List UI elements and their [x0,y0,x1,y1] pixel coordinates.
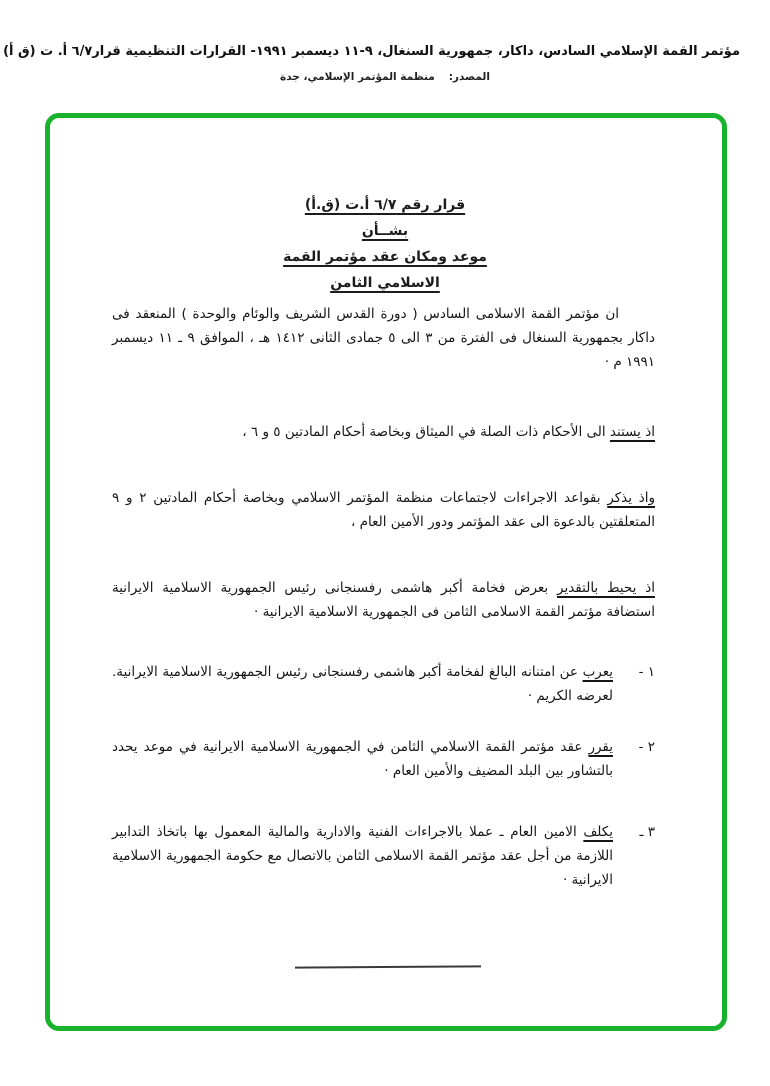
preamble-3-text: بقواعد الاجراءات لاجتماعات منظمة المؤتمر الاسلامي وبخاصة أحكام المادتين ٢ و ٩ المتعلقتين بالدعوة الى عقد المؤتمر ودور الأمين العام ، [112,490,655,530]
preamble-1-text: ان مؤتمر القمة الاسلامى السادس ( دورة القدس الشريف والوئام والوحدة ) المنعقد فى داكار بجمهورية السنغال فى الفترة من ٣ الى ٥ جمادى الثانى ١٤١٢ هـ ، الموافق ٩ ـ ١١ ديسمبر ١٩٩١ م · [112,306,655,370]
title-line-3 [100,244,670,270]
item-1-body [112,660,613,708]
title-line-3-text: موعد ومكان عقد مؤتمر القمة [283,249,487,265]
item-2-body [112,735,613,783]
preamble-paragraph-2 [112,420,655,444]
title-line-1-text: قرار رقم ٦/٧ أ.ت (ق.أ) [304,197,466,213]
resolution-title-block [100,192,670,296]
title-line-2 [100,218,670,244]
preamble-paragraph-3 [112,486,655,534]
preamble-4-lead: اذ يحيط بالتقدير [557,580,655,596]
source-line [0,71,770,83]
preamble-paragraph-1 [112,302,655,374]
item-3-text: الامين العام ـ عملا بالاجراءات الفنية والادارية والمالية المعمول بها باتخاذ التدابير اللازمة من أجل عقد مؤتمر القمة الاسلامى الثامن بالاتصال مع حكومة الجمهورية الاسلامية الايرانية · [112,824,613,888]
preamble-4-text: بعرض فخامة أكبر هاشمى رفسنجانى رئيس الجمهورية الاسلامية الايرانية استضافة مؤتمر القمة الاسلامى الثامن فى الجمهورية الاسلامية الايرانية · [112,580,655,620]
preamble-paragraph-4 [112,576,655,624]
preamble-2-text: الى الأحكام ذات الصلة في الميثاق وبخاصة أحكام المادتين ٥ و ٦ ، [242,424,610,440]
item-1-text: عن امتنانه البالغ لفخامة أكبر هاشمى رفسنجانى رئيس الجمهورية الاسلامية الايرانية. لعرضه الكريم · [112,664,613,704]
operative-item-2 [112,735,655,783]
preamble-3-lead: واذ يذكر [607,490,656,506]
source-value: منظمة المؤتمر الإسلامي، جدة [280,71,435,83]
document-reference-header: مؤتمر القمة الإسلامي السادس، داكار، جمهورية السنغال، ٩-١١ ديسمبر ١٩٩١- القرارات التنظيمية قرار٦/٧ أ. ت (ق أ) [3,44,740,59]
preamble-2-lead: اذ يستند [609,424,655,440]
item-2-text: عقد مؤتمر القمة الاسلامي الثامن في الجمهورية الاسلامية الايرانية في موعد يحدد بالتشاور بين البلد المضيف والأمين العام · [112,739,613,779]
item-3-lead: يكلف [583,824,613,840]
item-2-lead: يقرر [588,739,613,755]
title-line-1 [100,192,670,218]
item-3-number: ٣ ـ [639,824,655,840]
item-1-lead: يعرب [582,664,613,680]
item-1-number: ١ - [638,664,655,680]
title-line-4-text: الاسلامي الثامن [330,275,440,291]
title-line-4 [100,270,670,296]
operative-item-1 [112,660,655,708]
item-3-body [112,820,613,892]
source-label: المصدر: [448,71,490,83]
title-line-2-text: بشــأن [361,223,409,239]
operative-item-3 [112,820,655,892]
item-2-number: ٢ - [638,739,655,755]
